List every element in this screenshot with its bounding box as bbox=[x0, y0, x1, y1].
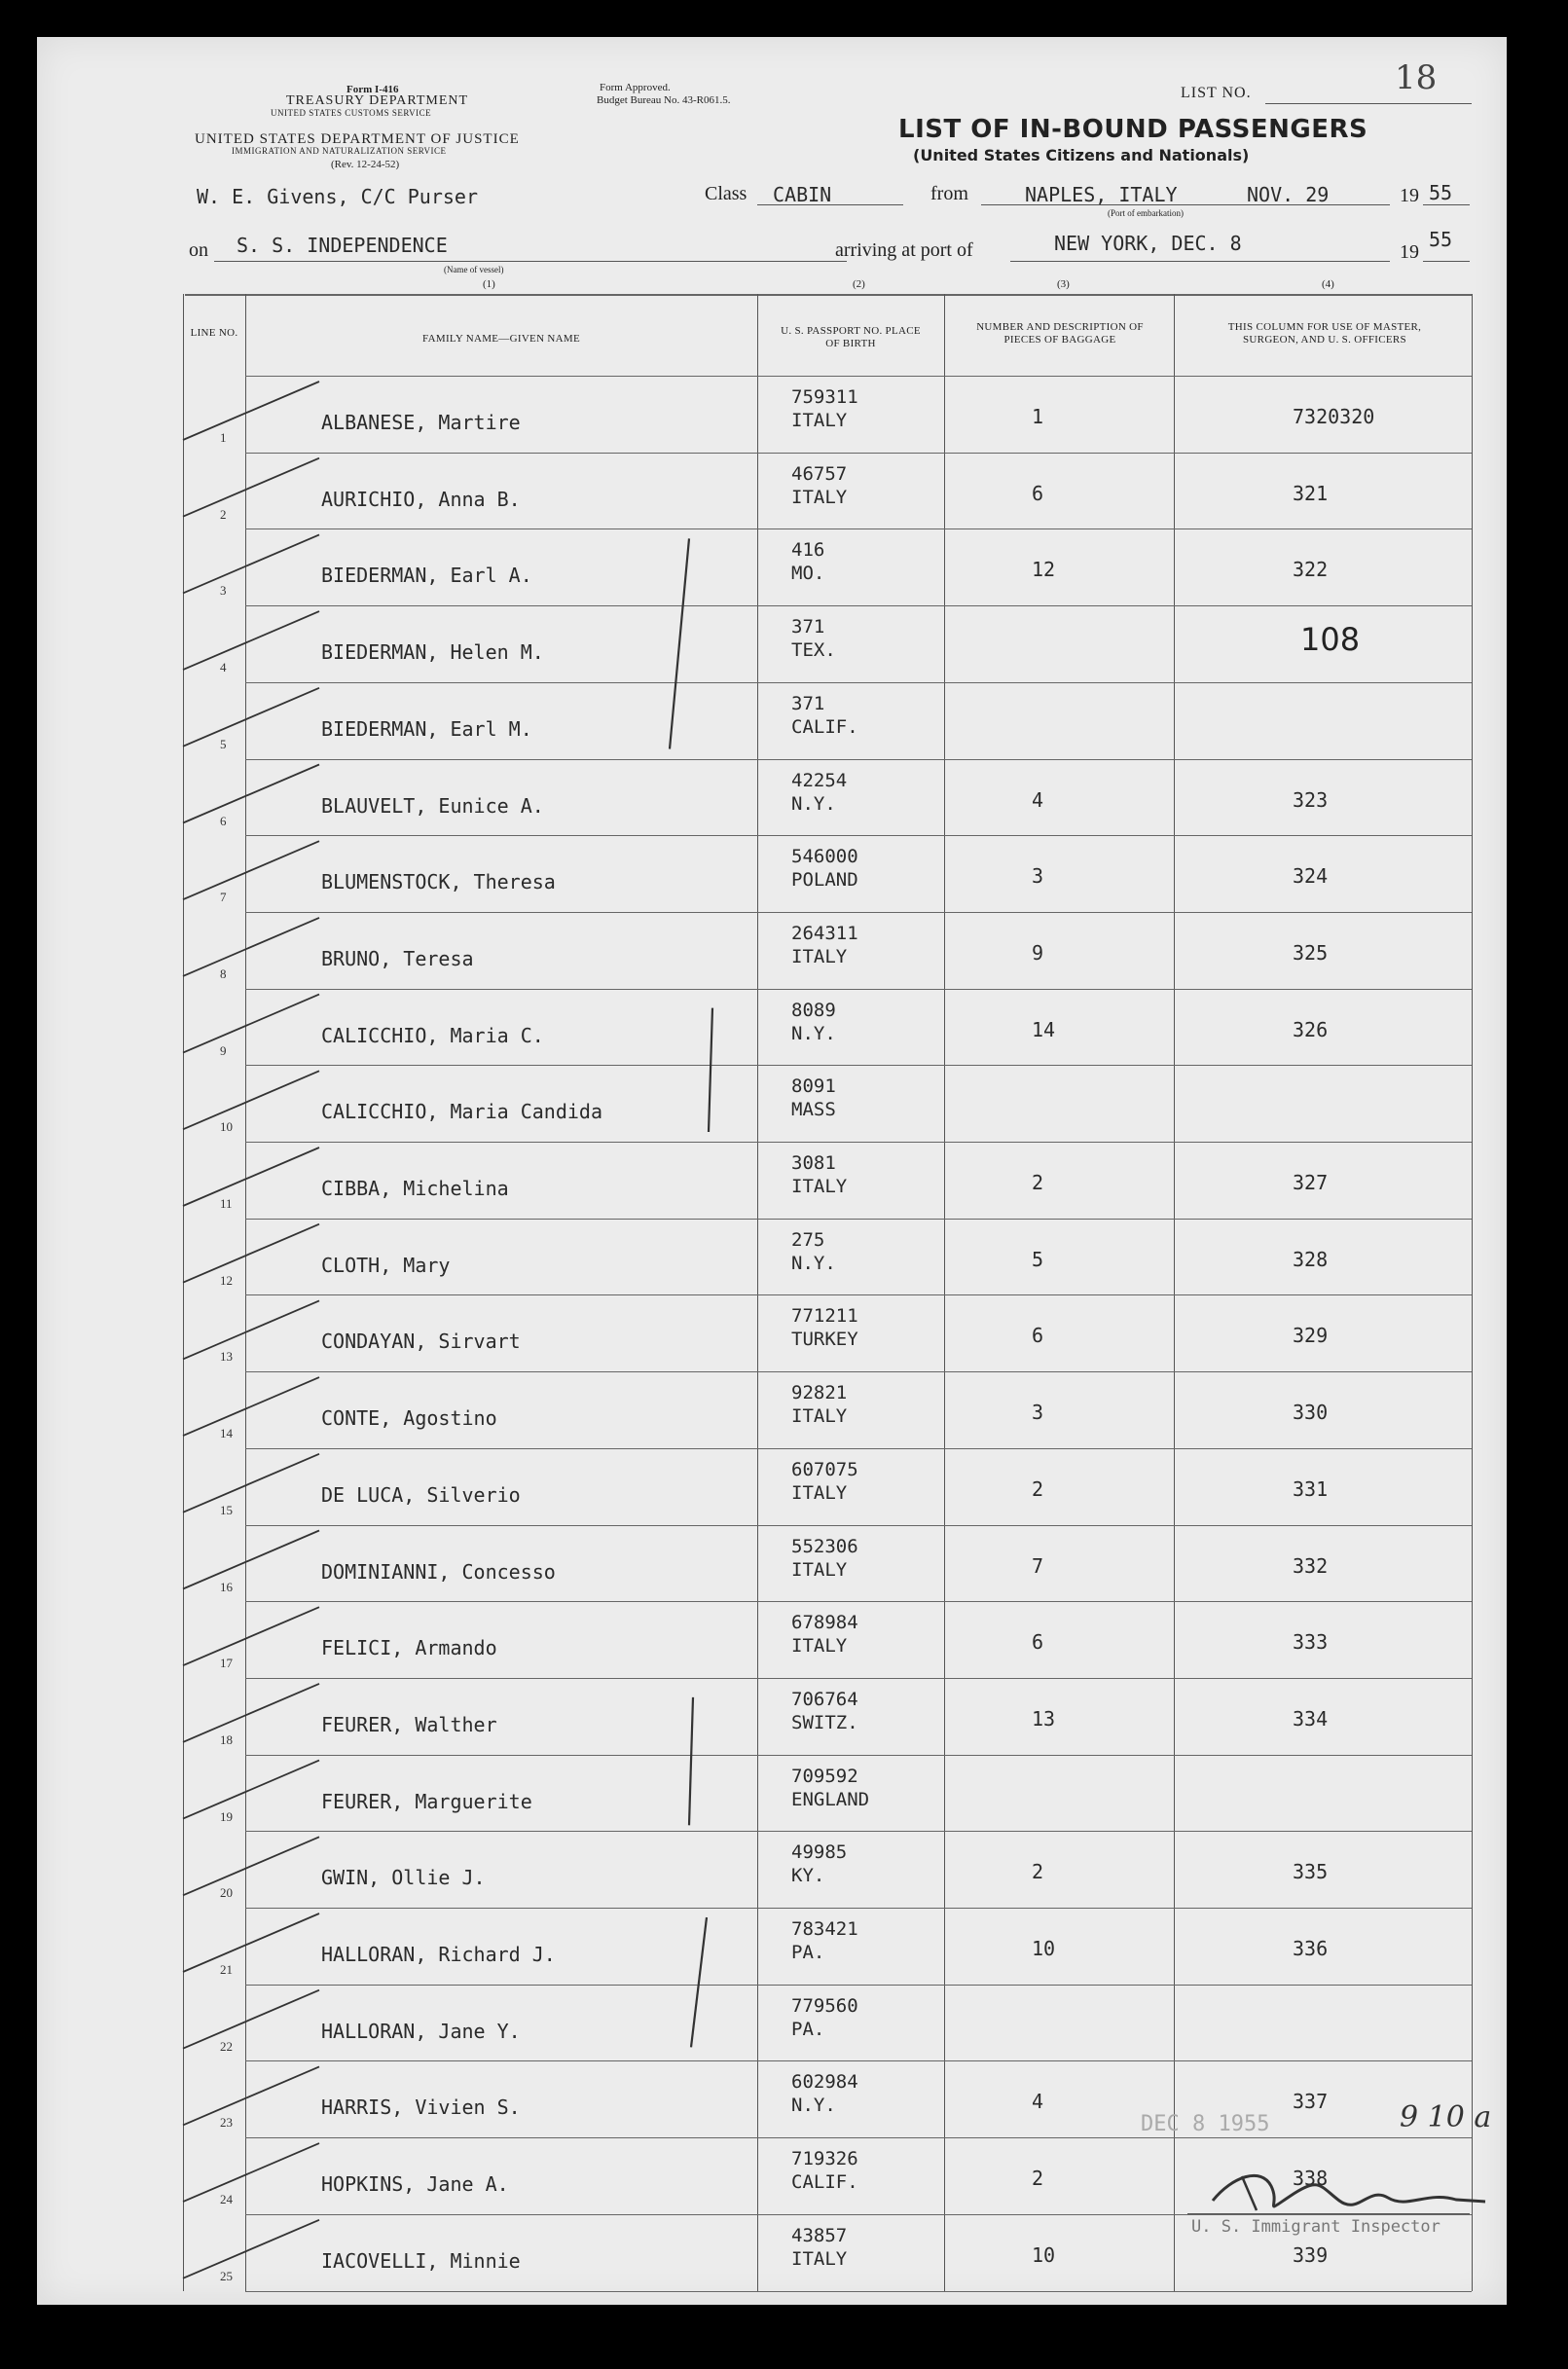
place-of-birth: ITALY bbox=[791, 1176, 848, 1197]
baggage-count: 1 bbox=[1032, 405, 1044, 428]
form-title: LIST OF IN-BOUND PASSENGERS bbox=[898, 115, 1368, 144]
place-of-birth: TEX. bbox=[791, 639, 836, 662]
passenger-list-sheet bbox=[37, 37, 1507, 2305]
officer-code: 339 bbox=[1293, 2242, 1329, 2267]
baggage-count: 3 bbox=[1032, 1401, 1044, 1425]
col-num-3: (3) bbox=[1057, 278, 1070, 290]
passport-number: 546000 bbox=[791, 846, 858, 868]
class-label: Class bbox=[705, 183, 748, 204]
passenger-name: BLAUVELT, Eunice A. bbox=[321, 793, 544, 818]
baggage-count: 2 bbox=[1032, 1476, 1044, 1501]
col-num-1: (1) bbox=[483, 278, 495, 290]
passport-number: 719326 bbox=[791, 2148, 858, 2170]
line-number: 9 bbox=[220, 1042, 227, 1058]
baggage-count: 14 bbox=[1032, 1017, 1056, 1041]
passenger-name: DE LUCA, Silverio bbox=[321, 1482, 521, 1507]
col-header-name: FAMILY NAME—GIVEN NAME bbox=[422, 333, 580, 345]
baggage-count: 2 bbox=[1032, 2167, 1044, 2191]
col-num-4: (4) bbox=[1322, 278, 1334, 290]
place-of-birth: ITALY bbox=[791, 1558, 848, 1581]
line-number: 25 bbox=[220, 2268, 233, 2283]
place-of-birth: ITALY bbox=[791, 945, 848, 967]
passenger-name: FEURER, Walther bbox=[321, 1712, 497, 1736]
form-approved: Form Approved. bbox=[600, 82, 671, 93]
place-of-birth: ENGLAND bbox=[791, 1788, 870, 1810]
passenger-name: CIBBA, Michelina bbox=[321, 1177, 509, 1200]
baggage-count: 7 bbox=[1032, 1553, 1044, 1578]
page-count-annotation: 108 bbox=[1300, 621, 1361, 658]
officer-code: 334 bbox=[1293, 1706, 1329, 1731]
officer-code: 335 bbox=[1293, 1860, 1329, 1884]
form-number: Form I-416 bbox=[346, 84, 399, 95]
place-of-birth: MASS bbox=[791, 1099, 836, 1121]
place-of-birth: CALIF. bbox=[791, 2171, 858, 2194]
officer-code: 326 bbox=[1293, 1017, 1329, 1041]
baggage-count: 6 bbox=[1032, 1324, 1044, 1348]
place-of-birth: N.Y. bbox=[791, 1252, 836, 1274]
baggage-count: 3 bbox=[1032, 864, 1044, 889]
officer-name: W. E. Givens, C/C Purser bbox=[197, 185, 478, 208]
line-number: 4 bbox=[220, 660, 227, 675]
passport-number: 416 bbox=[791, 539, 825, 562]
treasury-dept: TREASURY DEPARTMENT bbox=[286, 93, 469, 108]
passenger-name: BRUNO, Teresa bbox=[321, 946, 474, 970]
passenger-name: AURICHIO, Anna B. bbox=[321, 487, 521, 511]
officer-code: 325 bbox=[1293, 940, 1329, 965]
form-subtitle: (United States Citizens and Nationals) bbox=[913, 146, 1250, 164]
line-number: 17 bbox=[220, 1656, 233, 1671]
col-header-line-no: LINE NO. bbox=[190, 327, 238, 339]
passenger-name: CLOTH, Mary bbox=[321, 1253, 451, 1277]
officer-code: 324 bbox=[1293, 864, 1329, 889]
line-number: 20 bbox=[220, 1885, 233, 1901]
officer-code: 329 bbox=[1293, 1324, 1329, 1348]
class-value: CABIN bbox=[773, 183, 832, 206]
place-of-birth: N.Y. bbox=[791, 2095, 836, 2117]
passport-number: 46757 bbox=[791, 462, 848, 485]
passport-number: 8089 bbox=[791, 999, 836, 1021]
officer-code: 322 bbox=[1293, 558, 1329, 582]
place-of-birth: ITALY bbox=[791, 1481, 848, 1504]
passport-number: 275 bbox=[791, 1228, 825, 1251]
line-number: 8 bbox=[220, 966, 227, 981]
passenger-name: GWIN, Ollie J. bbox=[321, 1866, 486, 1890]
officer-code: 328 bbox=[1293, 1247, 1329, 1271]
place-of-birth: ITALY bbox=[791, 1405, 848, 1428]
place-of-birth: N.Y. bbox=[791, 1022, 836, 1044]
passport-number: 678984 bbox=[791, 1612, 858, 1634]
line-number: 5 bbox=[220, 736, 227, 751]
passport-number: 42254 bbox=[791, 769, 848, 791]
baggage-count: 10 bbox=[1032, 1937, 1056, 1960]
passport-number: 371 bbox=[791, 616, 825, 638]
vessel-caption: (Name of vessel) bbox=[444, 265, 504, 274]
passport-number: 552306 bbox=[791, 1535, 858, 1557]
passport-number: 49985 bbox=[791, 1841, 848, 1864]
list-number: 18 bbox=[1395, 58, 1438, 97]
passport-number: 709592 bbox=[791, 1765, 858, 1787]
ins-service: IMMIGRATION AND NATURALIZATION SERVICE bbox=[232, 146, 447, 156]
place-of-birth: N.Y. bbox=[791, 792, 836, 815]
line-number: 23 bbox=[220, 2115, 233, 2131]
baggage-count: 9 bbox=[1032, 940, 1044, 965]
justice-dept: UNITED STATES DEPARTMENT OF JUSTICE bbox=[195, 131, 520, 147]
passport-number: 43857 bbox=[791, 2224, 848, 2246]
place-of-birth: ITALY bbox=[791, 2247, 848, 2270]
line-number: 21 bbox=[220, 1962, 233, 1977]
vessel-name: S. S. INDEPENDENCE bbox=[237, 234, 448, 257]
line-number: 13 bbox=[220, 1349, 233, 1365]
inspector-initials: 9 10 a bbox=[1400, 2100, 1492, 2134]
line-number: 15 bbox=[220, 1502, 233, 1517]
passport-number: 264311 bbox=[791, 922, 858, 944]
place-of-birth: SWITZ. bbox=[791, 1711, 858, 1733]
line-number: 10 bbox=[220, 1119, 233, 1135]
passenger-name: BLUMENSTOCK, Theresa bbox=[321, 870, 556, 894]
year-prefix: 19 bbox=[1400, 185, 1419, 206]
col-header-officers: THIS COLUMN FOR USE OF MASTER, SURGEON, AND U. S. OFFICERS bbox=[1227, 321, 1422, 346]
from-port: NAPLES, ITALY bbox=[1025, 183, 1178, 206]
baggage-count: 2 bbox=[1032, 1860, 1044, 1884]
place-of-birth: TURKEY bbox=[791, 1329, 858, 1351]
line-number: 14 bbox=[220, 1426, 233, 1441]
passenger-name: HOPKINS, Jane A. bbox=[321, 2172, 509, 2197]
officer-code: 327 bbox=[1293, 1171, 1329, 1194]
passenger-name: DOMINIANNI, Concesso bbox=[321, 1559, 556, 1584]
line-number: 22 bbox=[220, 2038, 233, 2054]
place-of-birth: KY. bbox=[791, 1865, 825, 1887]
from-date: NOV. 29 bbox=[1247, 183, 1330, 206]
from-label: from bbox=[930, 183, 968, 204]
officer-code: 7320320 bbox=[1293, 405, 1375, 428]
passenger-name: BIEDERMAN, Helen M. bbox=[321, 640, 544, 665]
line-number: 1 bbox=[220, 430, 227, 445]
inspector-caption: U. S. Immigrant Inspector bbox=[1191, 2217, 1440, 2237]
baggage-count: 13 bbox=[1032, 1706, 1056, 1731]
passport-number: 3081 bbox=[791, 1152, 836, 1174]
line-number: 6 bbox=[220, 813, 227, 828]
arrival-stamp: DEC 8 1955 bbox=[1141, 2112, 1270, 2136]
baggage-count: 4 bbox=[1032, 2090, 1044, 2114]
line-number: 7 bbox=[220, 890, 227, 905]
line-number: 12 bbox=[220, 1272, 233, 1288]
list-no-label: LIST NO. bbox=[1181, 85, 1252, 101]
passenger-name: FELICI, Armando bbox=[321, 1636, 497, 1660]
baggage-count: 5 bbox=[1032, 1247, 1044, 1271]
passport-number: 783421 bbox=[791, 1918, 858, 1940]
passenger-name: CALICCHIO, Maria Candida bbox=[321, 1100, 602, 1124]
passport-number: 371 bbox=[791, 692, 825, 714]
officer-code: 336 bbox=[1293, 1937, 1329, 1960]
passport-number: 759311 bbox=[791, 386, 858, 408]
place-of-birth: ITALY bbox=[791, 410, 848, 431]
revision: (Rev. 12-24-52) bbox=[331, 159, 400, 170]
on-label: on bbox=[189, 239, 208, 261]
officer-code: 331 bbox=[1293, 1476, 1329, 1501]
officer-code: 330 bbox=[1293, 1401, 1329, 1425]
line-number: 16 bbox=[220, 1579, 233, 1594]
passenger-name: ALBANESE, Martire bbox=[321, 411, 521, 434]
place-of-birth: CALIF. bbox=[791, 715, 858, 738]
arriving-label: arriving at port of bbox=[835, 239, 973, 261]
passenger-name: IACOVELLI, Minnie bbox=[321, 2248, 521, 2273]
place-of-birth: PA. bbox=[791, 2018, 825, 2040]
officer-code: 333 bbox=[1293, 1630, 1329, 1655]
passenger-name: FEURER, Marguerite bbox=[321, 1789, 532, 1813]
officer-code: 337 bbox=[1293, 2090, 1329, 2114]
port-caption: (Port of embarkation) bbox=[1108, 208, 1184, 218]
passenger-name: HALLORAN, Richard J. bbox=[321, 1943, 556, 1966]
year-prefix-2: 19 bbox=[1400, 241, 1419, 263]
place-of-birth: MO. bbox=[791, 563, 825, 585]
check-marks bbox=[37, 37, 1507, 2305]
officer-code: 338 bbox=[1293, 2167, 1329, 2191]
col-header-passport: U. S. PASSPORT NO. PLACE OF BIRTH bbox=[781, 325, 921, 349]
officer-code: 323 bbox=[1293, 787, 1329, 812]
col-num-2: (2) bbox=[853, 278, 865, 290]
passport-number: 771211 bbox=[791, 1305, 858, 1328]
line-number: 2 bbox=[220, 506, 227, 522]
officer-code: 321 bbox=[1293, 481, 1329, 505]
passenger-name: BIEDERMAN, Earl A. bbox=[321, 564, 532, 588]
baggage-count: 2 bbox=[1032, 1171, 1044, 1194]
passport-number: 602984 bbox=[791, 2071, 858, 2094]
passport-number: 779560 bbox=[791, 1994, 858, 2017]
budget-bureau: Budget Bureau No. 43-R061.5. bbox=[597, 94, 731, 106]
passport-number: 706764 bbox=[791, 1688, 858, 1710]
arrival-port: NEW YORK, DEC. 8 bbox=[1054, 232, 1242, 255]
line-number: 24 bbox=[220, 2192, 233, 2207]
baggage-count: 6 bbox=[1032, 481, 1044, 505]
passport-number: 8091 bbox=[791, 1075, 836, 1098]
officer-code: 332 bbox=[1293, 1553, 1329, 1578]
passenger-name: HARRIS, Vivien S. bbox=[321, 2096, 521, 2120]
year-arrival: 55 bbox=[1429, 228, 1453, 251]
baggage-count: 6 bbox=[1032, 1630, 1044, 1655]
passenger-name: HALLORAN, Jane Y. bbox=[321, 2019, 521, 2043]
line-number: 19 bbox=[220, 1808, 233, 1824]
line-number: 11 bbox=[220, 1196, 233, 1211]
customs-service: UNITED STATES CUSTOMS SERVICE bbox=[271, 108, 432, 118]
passenger-name: BIEDERMAN, Earl M. bbox=[321, 716, 532, 741]
place-of-birth: POLAND bbox=[791, 869, 858, 892]
place-of-birth: PA. bbox=[791, 1942, 825, 1963]
baggage-count: 4 bbox=[1032, 787, 1044, 812]
place-of-birth: ITALY bbox=[791, 1635, 848, 1658]
passport-number: 607075 bbox=[791, 1458, 858, 1480]
passenger-name: CONDAYAN, Sirvart bbox=[321, 1330, 521, 1354]
line-number: 3 bbox=[220, 583, 227, 599]
col-header-baggage: NUMBER AND DESCRIPTION OF PIECES OF BAGGAGE bbox=[976, 321, 1144, 346]
year-from: 55 bbox=[1429, 181, 1453, 204]
passenger-name: CONTE, Agostino bbox=[321, 1406, 497, 1431]
passport-number: 92821 bbox=[791, 1382, 848, 1404]
baggage-count: 10 bbox=[1032, 2242, 1056, 2267]
baggage-count: 12 bbox=[1032, 558, 1056, 582]
passenger-name: CALICCHIO, Maria C. bbox=[321, 1023, 544, 1047]
line-number: 18 bbox=[220, 1731, 233, 1747]
place-of-birth: ITALY bbox=[791, 486, 848, 508]
